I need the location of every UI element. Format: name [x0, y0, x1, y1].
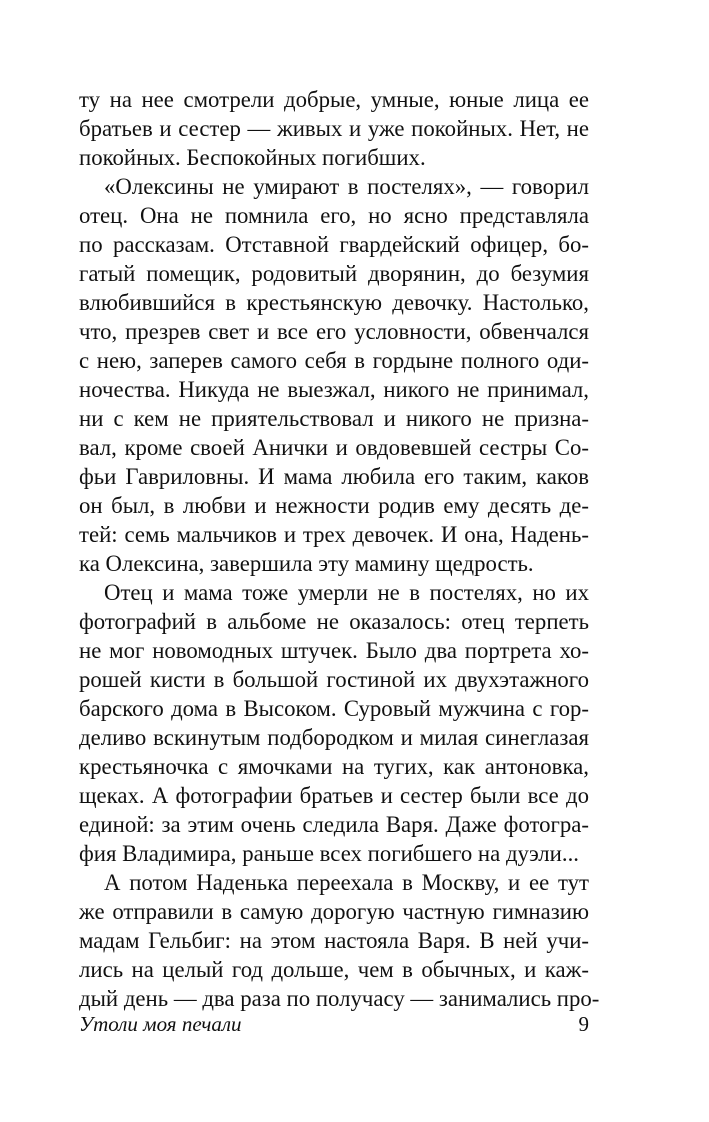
text-line: ка Олексина, завершила эту мамину щедрость. — [79, 551, 534, 576]
text-line: рошей кисти в большой гостиной их двухэтажного — [79, 667, 589, 692]
page-footer — [79, 1009, 589, 1039]
text-line: фьи Гавриловны. И мама любила его таким, каков — [79, 464, 589, 489]
text-line: с нею, заперев самого себя в гордыне полного оди- — [79, 348, 589, 373]
text-line: дый день — два раза по получасу — занимались про- — [79, 986, 600, 1011]
running-title: Утоли моя печали — [79, 1012, 242, 1036]
text-line: не мог новомодных штучек. Было два портрета хо- — [79, 638, 589, 663]
text-line: отец. Она не помнила его, но ясно представляла — [79, 203, 589, 228]
text-line: тей: семь мальчиков и трех девочек. И она, Надень- — [79, 522, 589, 547]
text-line: покойных. Беспокойных погибших. — [79, 145, 426, 170]
text-line: братьев и сестер — живых и уже покойных. Нет, не — [79, 116, 589, 141]
text-line: фотографий в альбоме не оказалось: отец терпеть — [79, 609, 589, 634]
text-line: крестьяночка с ямочками на тугих, как антоновка, — [79, 754, 589, 779]
text-line: единой: за этим очень следила Варя. Даже фотогра- — [79, 812, 589, 837]
text-line: что, презрев свет и все его условности, обвенчался — [79, 319, 589, 344]
text-line: деливо вскинутым подбородком и милая синеглазая — [79, 725, 589, 750]
text-line: «Олексины не умирают в постелях», — говорил — [104, 174, 589, 199]
text-line: гатый помещик, родовитый дворянин, до безумия — [79, 261, 589, 286]
text-line: А потом Наденька переехала в Москву, и ее тут — [104, 870, 589, 895]
text-line: ни с кем не приятельствовал и никого не призна- — [79, 406, 589, 431]
text-line: Отец и мама тоже умерли не в постелях, но их — [104, 580, 589, 605]
text-line: мадам Гельбиг: на этом настояла Варя. В ней учи- — [79, 928, 589, 953]
text-line: фия Владимира, раньше всех погибшего на дуэли... — [79, 841, 579, 866]
page-number: 9 — [578, 1012, 589, 1036]
text-line: барского дома в Высоком. Суровый мужчина с гор- — [79, 696, 589, 721]
text-line: ту на нее смотрели добрые, умные, юные лица ее — [79, 87, 589, 112]
text-line: лись на целый год дольше, чем в обычных, и каж- — [79, 957, 589, 982]
text-line: вал, кроме своей Анички и овдовевшей сестры Со- — [79, 435, 589, 460]
text-line: ночества. Никуда не выезжал, никого не принимал, — [79, 377, 589, 402]
text-line: щеках. А фотографии братьев и сестер были все до — [79, 783, 589, 808]
text-line: по рассказам. Отставной гвардейский офицер, бо- — [79, 232, 589, 257]
text-line: он был, в любви и нежности родив ему десять де- — [79, 493, 589, 518]
text-line: же отправили в самую дорогую частную гимназию — [79, 899, 589, 924]
text-line: влюбившийся в крестьянскую девочку. Настолько, — [79, 290, 589, 315]
